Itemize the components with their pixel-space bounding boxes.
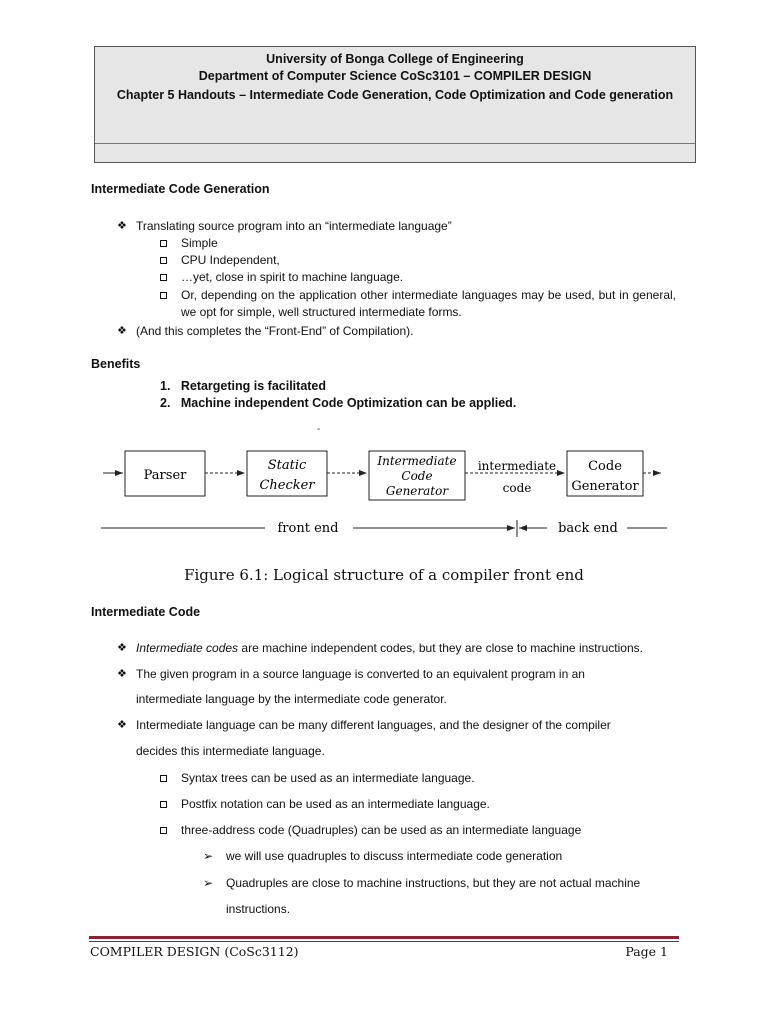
icg-label-1: Intermediate <box>377 454 457 468</box>
benefit-item: 1. Retargeting is facilitated <box>160 379 327 393</box>
list-item: we will use quadruples to discuss intermediate code generation <box>226 849 563 863</box>
diamond-bullet-icon: ❖ <box>117 668 127 680</box>
front-end-label: front end <box>277 521 339 536</box>
checkbox-bullet-icon <box>160 822 167 839</box>
list-item: Quadruples are close to machine instructions, but they are not actual machine <box>226 876 641 890</box>
university-title: University of Bonga College of Engineering <box>266 52 524 66</box>
checkbox-bullet-icon <box>160 235 167 252</box>
back-end-label: back end <box>558 521 618 536</box>
checkbox-bullet-icon <box>160 269 167 286</box>
cg-label-1: Code <box>588 459 622 474</box>
list-item-continuation: decides this intermediate language. <box>136 744 325 758</box>
department-title: Department of Computer Science CoSc3101 – COMPILER DESIGN <box>198 69 592 83</box>
footer-rule <box>89 936 679 939</box>
intermediate-code-label-2: code <box>502 481 532 495</box>
list-item: Intermediate language can be many different languages, and the designer of the compiler <box>136 718 611 732</box>
arrow-bullet-icon: ➢ <box>203 849 214 863</box>
benefit-item: 2. Machine independent Code Optimization can be applied. <box>160 396 517 410</box>
header-divider <box>95 143 695 144</box>
stray-mark: - <box>317 424 321 435</box>
list-item: CPU Independent, <box>181 253 280 267</box>
cg-label-2: Generator <box>571 479 639 494</box>
checkbox-bullet-icon <box>160 252 167 269</box>
icg-label-2: Code <box>401 469 433 483</box>
diamond-bullet-icon: ❖ <box>117 220 127 232</box>
list-item: …yet, close in spirit to machine language. <box>181 270 404 284</box>
section-title-icg: Intermediate Code Generation <box>91 182 270 196</box>
diamond-bullet-icon: ❖ <box>117 325 127 337</box>
icg-label-3: Generator <box>385 484 449 498</box>
header-box <box>94 46 696 163</box>
list-item: (And this completes the “Front-End” of Compilation). <box>136 324 414 338</box>
list-item: The given program in a source language is converted to an equivalent program in an <box>136 667 585 681</box>
list-item <box>136 640 643 657</box>
diamond-bullet-icon: ❖ <box>117 642 127 654</box>
list-item: three-address code (Quadruples) can be used as an intermediate language <box>181 823 582 837</box>
checker-label: Checker <box>259 478 315 493</box>
benefit-text: Retargeting is facilitated <box>180 379 327 393</box>
list-item-text: are machine independent codes, but they are close to machine instructions. <box>238 641 643 655</box>
footer-rule <box>89 941 679 942</box>
list-item: Or, depending on the application other intermediate languages may be used, but in general, we opt for simple, well structured intermediate forms. <box>181 288 676 319</box>
static-label: Static <box>267 458 307 473</box>
footer-course: COMPILER DESIGN (CoSc3112) <box>90 944 299 959</box>
list-item-continuation: instructions. <box>226 902 291 916</box>
emphasis-text: Intermediate codes <box>136 641 239 655</box>
list-item: Postfix notation can be used as an intermediate language. <box>181 797 490 811</box>
parser-label: Parser <box>143 468 187 483</box>
arrow-bullet-icon: ➢ <box>203 876 214 890</box>
compiler-structure-figure <box>95 424 675 550</box>
section-title-intermediate-code: Intermediate Code <box>91 605 201 619</box>
benefit-text: Machine independent Code Optimization can be applied. <box>180 396 517 410</box>
chapter-title: Chapter 5 Handouts – Intermediate Code Generation, Code Optimization and Code generation <box>116 88 674 102</box>
checkbox-bullet-icon <box>160 287 167 304</box>
checkbox-bullet-icon <box>160 796 167 813</box>
list-item: Simple <box>181 236 218 250</box>
checkbox-bullet-icon <box>160 770 167 787</box>
section-title-benefits: Benefits <box>91 357 141 371</box>
list-item: Syntax trees can be used as an intermediate language. <box>181 771 475 785</box>
list-item: Translating source program into an “intermediate language” <box>136 219 452 233</box>
list-item-continuation: intermediate language by the intermediate code generator. <box>136 692 447 706</box>
diamond-bullet-icon: ❖ <box>117 719 127 731</box>
page-number: Page 1 <box>625 944 668 959</box>
intermediate-code-label-1: intermediate <box>477 459 557 473</box>
figure-caption: Figure 6.1: Logical structure of a compiler front end <box>184 566 584 584</box>
